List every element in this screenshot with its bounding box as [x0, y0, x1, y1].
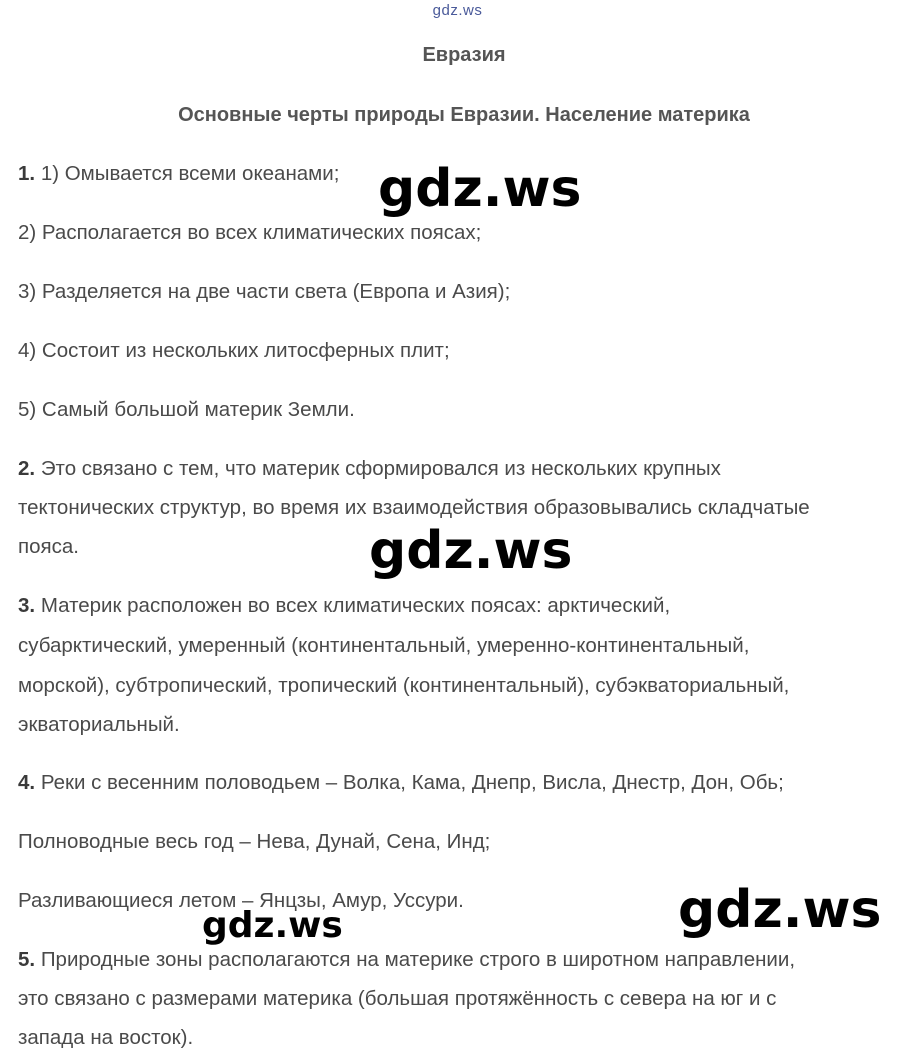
answer-1-item-3: 3) Разделяется на две части света (Европа и Азия);	[18, 280, 511, 303]
answer-1-item-5: 5) Самый большой материк Земли.	[18, 398, 355, 421]
answer-2-line-3: пояса.	[18, 535, 79, 558]
watermark: gdz.ws	[369, 521, 573, 581]
watermark: gdz.ws	[202, 905, 343, 946]
answer-4-line-3: Разливающиеся летом – Янцзы, Амур, Уссури.	[18, 889, 464, 912]
answer-3-line-1	[18, 586, 908, 625]
answer-4-line-2: Полноводные весь год – Нева, Дунай, Сена, Инд;	[18, 830, 491, 853]
answer-5-text: Природные зоны располагаются на материке строго в широтном направлении,	[40, 948, 796, 971]
answer-5-line-3: запада на восток).	[18, 1026, 194, 1049]
answer-2-line-2: тектонических структур, во время их взаимодействия образовывались складчатые	[18, 496, 810, 519]
watermark: gdz.ws	[678, 880, 882, 940]
answer-2-number: 2.	[18, 457, 36, 480]
answer-3-line-4: экваториальный.	[18, 713, 180, 736]
answer-1-text: 1) Омывается всеми океанами;	[40, 162, 340, 185]
answer-1-item-2: 2) Располагается во всех климатических поясах;	[18, 221, 482, 244]
answer-4-text: Реки с весенним половодьем – Волка, Кама, Днепр, Висла, Днестр, Дон, Обь;	[40, 771, 784, 794]
page-title: Евразия	[422, 44, 506, 66]
answer-1-number: 1.	[18, 162, 36, 185]
answer-3-line-2: субарктический, умеренный (континентальный, умеренно-континентальный,	[18, 634, 750, 657]
site-mark: gdz.ws	[432, 2, 483, 19]
answer-1-item-4: 4) Состоит из нескольких литосферных плит;	[18, 339, 450, 362]
answer-3-number: 3.	[18, 594, 36, 617]
answer-3-line-3: морской), субтропический, тропический (континентальный), субэкваториальный,	[18, 674, 790, 697]
answer-5-number: 5.	[18, 948, 36, 971]
answer-4-line-1	[18, 763, 908, 802]
answer-2-line-1	[18, 449, 908, 488]
watermark: gdz.ws	[378, 159, 582, 219]
answer-5-line-2: это связано с размерами материка (большая протяжённость с севера на юг и с	[18, 987, 777, 1010]
answer-5-line-1	[18, 940, 908, 979]
answer-3-text: Материк расположен во всех климатических поясах: арктический,	[40, 594, 671, 617]
answer-2-text: Это связано с тем, что материк сформировался из нескольких крупных	[40, 457, 721, 480]
answer-4-number: 4.	[18, 771, 36, 794]
page-subtitle: Основные черты природы Евразии. Население материка	[178, 104, 750, 126]
